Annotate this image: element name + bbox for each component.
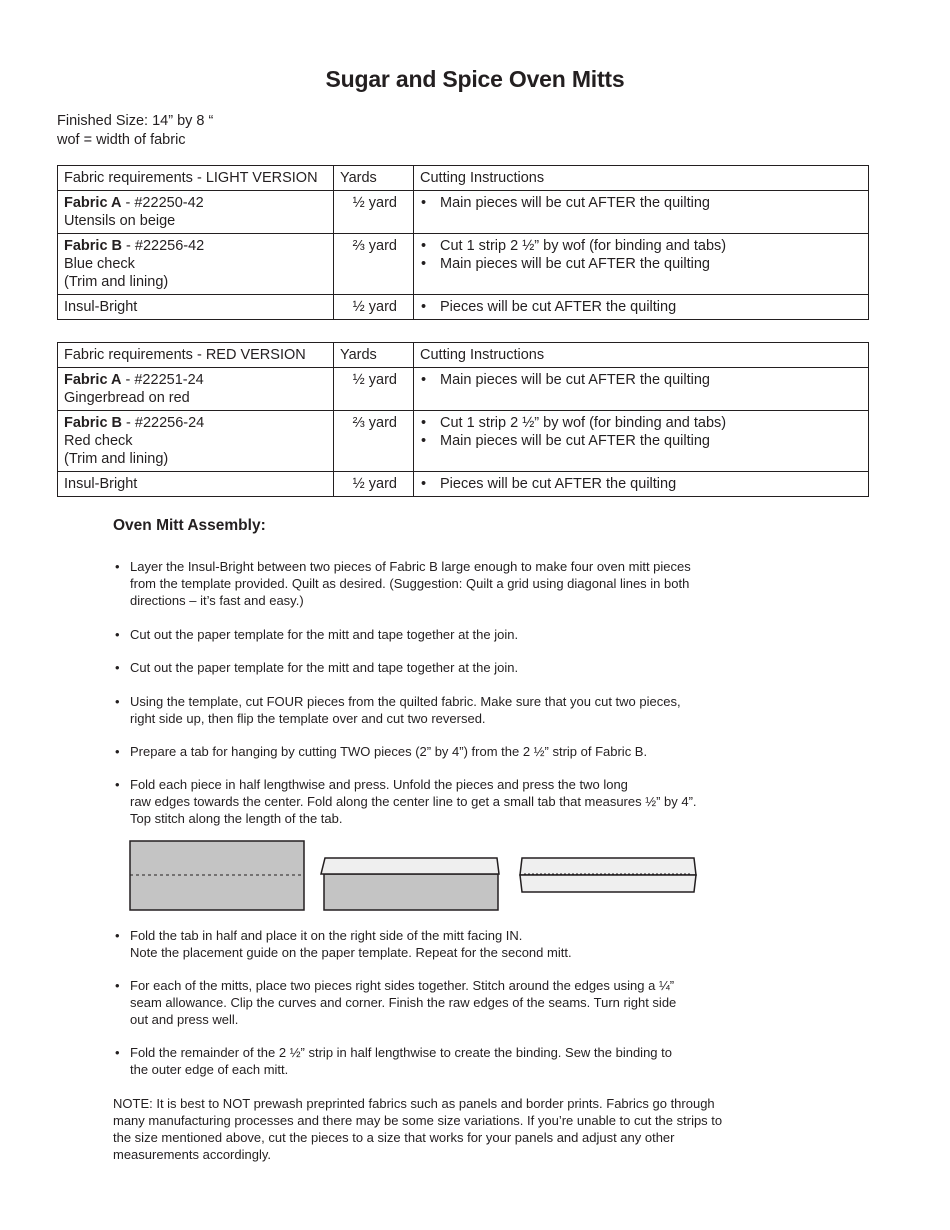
- assembly-step: [113, 743, 793, 760]
- step-line: directions – it’s fast and easy.): [130, 593, 304, 608]
- header-cutting: Cutting Instructions: [414, 343, 869, 368]
- table-row: [58, 295, 869, 320]
- bullet-icon: •: [115, 559, 120, 574]
- cutting-cell: [414, 411, 869, 472]
- cutting-cell: [414, 368, 869, 411]
- cutting-list: [420, 371, 862, 389]
- tab-piece-body: [324, 874, 498, 910]
- size-info: [57, 112, 213, 150]
- cutting-cell: [414, 234, 869, 295]
- step-line: Fold each piece in half lengthwise and press. Unfold the pieces and press the two long: [130, 777, 628, 792]
- fabric-name: [64, 475, 327, 493]
- light-version-table: [57, 165, 869, 320]
- bullet-icon: •: [115, 928, 120, 943]
- assembly-steps-part-2: [113, 927, 793, 1078]
- cutting-list: [420, 194, 862, 212]
- fabric-label: Fabric A: [64, 195, 122, 211]
- table-header-row: [58, 343, 869, 368]
- red-version-table: [57, 342, 869, 497]
- assembly-step: [113, 977, 793, 1028]
- fabric-name: [64, 237, 327, 255]
- fabric-number: - #22251-24: [121, 372, 204, 388]
- cutting-instruction: • Cut 1 strip 2 ½” by wof (for binding and tabs): [420, 414, 862, 432]
- cutting-instruction: • Cut 1 strip 2 ½” by wof (for binding and tabs): [420, 237, 862, 255]
- cutting-list: [420, 475, 862, 493]
- cutting-instruction: • Pieces will be cut AFTER the quilting: [420, 475, 862, 493]
- header-cutting: Cutting Instructions: [414, 166, 869, 191]
- header-fabric: Fabric requirements - RED VERSION: [58, 343, 334, 368]
- fabric-name: [64, 298, 327, 316]
- cutting-cell: [414, 295, 869, 320]
- step-line: Fold the remainder of the 2 ½” strip in half lengthwise to create the binding. Sew the binding to: [130, 1045, 672, 1060]
- cutting-list: [420, 237, 862, 273]
- table-row: [58, 234, 869, 295]
- tab-folded-top: [520, 858, 696, 875]
- fabric-description: Red check: [64, 433, 133, 449]
- cutting-list: [420, 298, 862, 316]
- step-line: For each of the mitts, place two pieces right sides together. Stitch around the edges using a ¼”: [130, 978, 675, 993]
- assembly-steps-part-1: [113, 558, 793, 827]
- bullet-icon: •: [115, 660, 120, 675]
- bullet-icon: •: [115, 627, 120, 642]
- fabric-name: [64, 414, 327, 432]
- yards-cell: ½ yard: [334, 191, 414, 234]
- fabric-description: (Trim and lining): [64, 274, 169, 290]
- fabric-label: Fabric B: [64, 238, 123, 254]
- bullet-icon: •: [115, 978, 120, 993]
- fabric-description: Utensils on beige: [64, 213, 176, 229]
- tab-folding-diagram: [128, 838, 703, 914]
- cutting-cell: [414, 191, 869, 234]
- table-row: [58, 368, 869, 411]
- tab-folded-bottom: [520, 875, 696, 892]
- fabric-cell: [58, 472, 334, 497]
- yards-cell: ½ yard: [334, 472, 414, 497]
- bullet-icon: •: [115, 744, 120, 759]
- header-yards: Yards: [334, 343, 414, 368]
- cutting-instruction: • Pieces will be cut AFTER the quilting: [420, 298, 862, 316]
- table-header-row: [58, 166, 869, 191]
- note-line: measurements accordingly.: [113, 1147, 271, 1162]
- fabric-number: Insul-Bright: [64, 476, 138, 492]
- yards-cell: ½ yard: [334, 368, 414, 411]
- step-line: seam allowance. Clip the curves and corner. Finish the raw edges of the seams. Turn right side: [130, 995, 677, 1010]
- page-title: Sugar and Spice Oven Mitts: [325, 66, 625, 92]
- table-row: [58, 191, 869, 234]
- note-line: the size mentioned above, cut the pieces to a size that works for your panels and adjust any other: [113, 1130, 675, 1145]
- fabric-description: Blue check: [64, 256, 135, 272]
- step-line: Top stitch along the length of the tab.: [130, 811, 343, 826]
- assembly-step: [113, 659, 793, 676]
- yards-cell: ⅔ yard: [334, 411, 414, 472]
- prewash-note: [113, 1095, 793, 1163]
- step-line: from the template provided. Quilt as desired. (Suggestion: Quilt a grid using diagonal lines in both: [130, 576, 690, 591]
- cutting-instruction: • Main pieces will be cut AFTER the quilting: [420, 432, 862, 450]
- fabric-number: - #22250-42: [121, 195, 204, 211]
- assembly-step: [113, 1044, 793, 1078]
- step-line: out and press well.: [130, 1012, 239, 1027]
- assembly-step: [113, 626, 793, 643]
- fabric-name: [64, 194, 327, 212]
- assembly-step: [113, 776, 793, 827]
- fabric-name: [64, 371, 327, 389]
- fabric-description: (Trim and lining): [64, 451, 169, 467]
- cutting-instruction: • Main pieces will be cut AFTER the quilting: [420, 194, 862, 212]
- fabric-number: Insul-Bright: [64, 299, 138, 315]
- step-line: raw edges towards the center. Fold along the center line to get a small tab that measures ½” by 4”.: [130, 794, 697, 809]
- cutting-cell: [414, 472, 869, 497]
- bullet-icon: •: [115, 694, 120, 709]
- step-line: Cut out the paper template for the mitt and tape together at the join.: [130, 660, 519, 675]
- fabric-cell: [58, 411, 334, 472]
- header-fabric: Fabric requirements - LIGHT VERSION: [58, 166, 334, 191]
- step-line: right side up, then flip the template over and cut two reversed.: [130, 711, 486, 726]
- bullet-icon: •: [115, 777, 120, 792]
- header-yards: Yards: [334, 166, 414, 191]
- bullet-icon: •: [115, 1045, 120, 1060]
- cutting-instruction: • Main pieces will be cut AFTER the quilting: [420, 371, 862, 389]
- assembly-step: [113, 558, 793, 609]
- fabric-label: Fabric B: [64, 415, 123, 431]
- note-line: many manufacturing processes and there may be some size variations. If you’re unable to cut the strips to: [113, 1113, 723, 1128]
- fabric-cell: [58, 191, 334, 234]
- yards-cell: ½ yard: [334, 295, 414, 320]
- step-line: the outer edge of each mitt.: [130, 1062, 289, 1077]
- table-row: [58, 472, 869, 497]
- fabric-cell: [58, 295, 334, 320]
- cutting-instruction: • Main pieces will be cut AFTER the quilting: [420, 255, 862, 273]
- step-line: Using the template, cut FOUR pieces from the quilted fabric. Make sure that you cut two pieces,: [130, 694, 681, 709]
- note-line: NOTE: It is best to NOT prewash preprinted fabrics such as panels and border prints. Fabrics go through: [113, 1096, 715, 1111]
- finished-size: Finished Size: 14” by 8 “: [57, 113, 214, 129]
- fabric-number: - #22256-24: [122, 415, 205, 431]
- step-line: Fold the tab in half and place it on the right side of the mitt facing IN.: [130, 928, 523, 943]
- wof-definition: wof = width of fabric: [57, 132, 186, 148]
- fabric-cell: [58, 368, 334, 411]
- fabric-description: Gingerbread on red: [64, 390, 190, 406]
- yards-cell: ⅔ yard: [334, 234, 414, 295]
- fabric-label: Fabric A: [64, 372, 122, 388]
- cutting-list: [420, 414, 862, 450]
- table-row: [58, 411, 869, 472]
- fabric-cell: [58, 234, 334, 295]
- tab-folded-edge: [321, 858, 499, 874]
- assembly-step: [113, 693, 793, 727]
- step-line: Prepare a tab for hanging by cutting TWO pieces (2” by 4”) from the 2 ½” strip of Fabric B.: [130, 744, 648, 759]
- fabric-number: - #22256-42: [122, 238, 205, 254]
- assembly-heading: Oven Mitt Assembly:: [113, 517, 266, 534]
- step-line: Cut out the paper template for the mitt and tape together at the join.: [130, 627, 519, 642]
- assembly-step: [113, 927, 793, 961]
- step-line: Note the placement guide on the paper template. Repeat for the second mitt.: [130, 945, 572, 960]
- step-line: Layer the Insul-Bright between two pieces of Fabric B large enough to make four oven mitt pieces: [130, 559, 691, 574]
